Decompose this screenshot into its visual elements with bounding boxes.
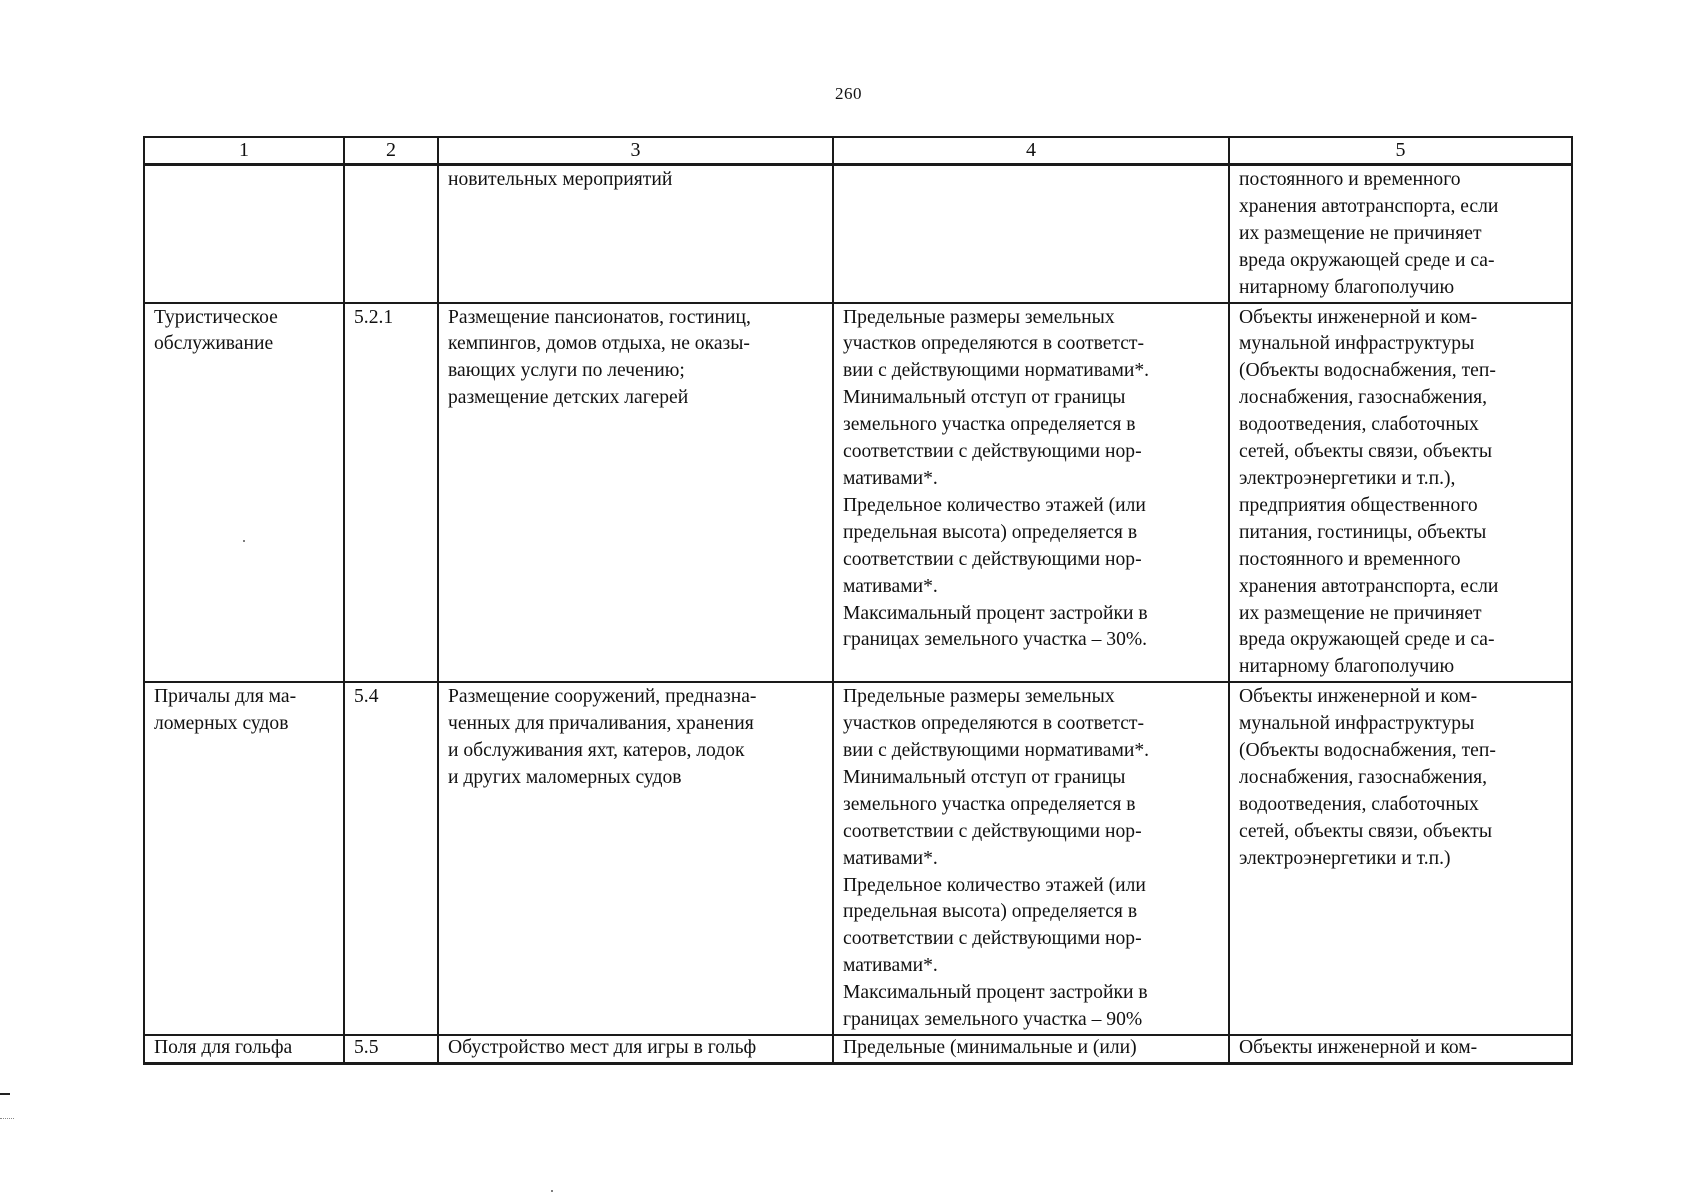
table-row	[144, 682, 1572, 1035]
cell-use-name: Причалы для ма- ломерных судов	[144, 682, 344, 1035]
column-header-4: 4	[833, 137, 1229, 165]
cell-auxiliary-uses: Объекты инженерной и ком- мунальной инфраструктуры (Объекты водоснабжения, теп- лоснабжения, газоснабжения, водоотведения, слаботочных сетей, объекты связи, объекты электроэнергетики и т.п.), предприятия общественного питания, гостиницы, объекты постоянного и временного хранения автотранспорта, если их размещение не причиняет вреда окружающей среде и са- нитарному благополучию	[1229, 303, 1572, 683]
cell-auxiliary-uses: постоянного и временного хранения автотранспорта, если их размещение не причиняет вреда окружающей среде и са- нитарному благополучию	[1229, 165, 1572, 303]
cell-use-description: новительных мероприятий	[438, 165, 833, 303]
cell-use-name	[144, 165, 344, 303]
column-header-1: 1	[144, 137, 344, 165]
cell-use-description: Размещение сооружений, предназна- ченных для причаливания, хранения и обслуживания яхт, катеров, лодок и других маломерных судов	[438, 682, 833, 1035]
table-header-row	[144, 137, 1572, 165]
cell-parameters: Предельные (минимальные и (или)	[833, 1035, 1229, 1064]
column-header-5: 5	[1229, 137, 1572, 165]
margin-mark	[0, 1093, 10, 1095]
cell-use-code: 5.4	[344, 682, 438, 1035]
page-number: 260	[835, 84, 862, 103]
cell-auxiliary-uses: Объекты инженерной и ком-	[1229, 1035, 1572, 1064]
cell-parameters	[833, 165, 1229, 303]
table-row	[144, 1035, 1572, 1064]
cell-parameters: Предельные размеры земельных участков определяются в соответст- вии с действующими нормативами*. Минимальный отступ от границы земельного участка определяется в соответствии с действующими нор- мативами*. Предельное количество этажей (или предельная высота) определяется в соответствии с действующими нор- мативами*. Максимальный процент застройки в границах земельного участка – 90%	[833, 682, 1229, 1035]
cell-use-name: Поля для гольфа	[144, 1035, 344, 1064]
table-row	[144, 165, 1572, 303]
scan-speck	[243, 540, 245, 542]
margin-dots	[0, 1118, 14, 1120]
table-row	[144, 303, 1572, 683]
column-header-3: 3	[438, 137, 833, 165]
cell-use-code: 5.5	[344, 1035, 438, 1064]
cell-auxiliary-uses: Объекты инженерной и ком- мунальной инфраструктуры (Объекты водоснабжения, теп- лоснабжения, газоснабжения, водоотведения, слаботочных сетей, объекты связи, объекты электроэнергетики и т.п.)	[1229, 682, 1572, 1035]
column-header-2: 2	[344, 137, 438, 165]
cell-use-description: Размещение пансионатов, гостиниц, кемпингов, домов отдыха, не оказы- вающих услуги по лечению; размещение детских лагерей	[438, 303, 833, 683]
cell-use-name: Туристическое обслуживание	[144, 303, 344, 683]
scan-speck	[551, 1190, 553, 1192]
cell-parameters: Предельные размеры земельных участков определяются в соответст- вии с действующими нормативами*. Минимальный отступ от границы земельного участка определяется в соответствии с действующими нор- мативами*. Предельное количество этажей (или предельная высота) определяется в соответствии с действующими нор- мативами*. Максимальный процент застройки в границах земельного участка – 30%.	[833, 303, 1229, 683]
cell-use-code	[344, 165, 438, 303]
land-use-regulations-table	[143, 136, 1573, 1065]
cell-use-code: 5.2.1	[344, 303, 438, 683]
cell-use-description: Обустройство мест для игры в гольф	[438, 1035, 833, 1064]
